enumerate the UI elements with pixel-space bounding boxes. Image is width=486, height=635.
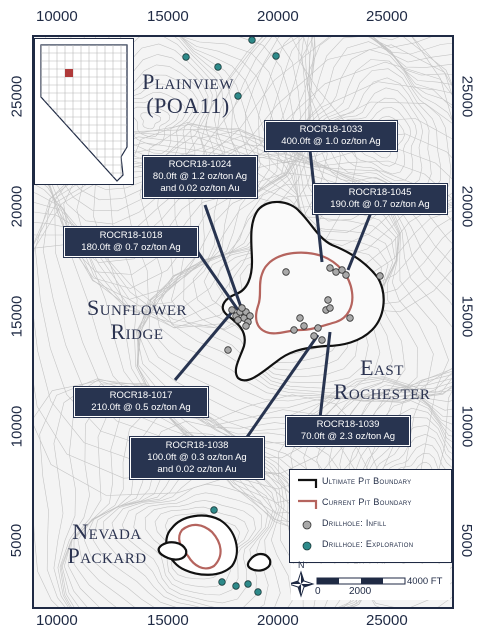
area-sunflower-ridge — [82, 296, 192, 344]
callout-line: 210.0ft @ 0.5 oz/ton Ag — [91, 402, 191, 413]
infill-drillhole — [283, 269, 290, 276]
infill-drillhole — [347, 315, 354, 322]
callout-rocr18-1024 — [143, 156, 257, 198]
project-location-marker — [65, 69, 73, 77]
tick-right-5000: 5000 — [458, 523, 476, 558]
area-sunflower-label: Sunflower Ridge — [86, 295, 188, 344]
area-nevada-packard — [52, 520, 162, 568]
scale-label-mid: 2000 — [349, 586, 372, 597]
tick-right-15000: 15000 — [458, 295, 476, 338]
infill-drillhole — [235, 317, 242, 324]
tick-left-25000: 25000 — [8, 75, 26, 118]
callout-line: and 0.02 oz/ton Au — [157, 464, 237, 475]
callout-line: 100.0ft @ 0.3 oz/ton Ag — [147, 452, 247, 463]
infill-drillhole — [243, 323, 250, 330]
callout-title: ROCR18-1018 — [99, 230, 163, 241]
infill-drillhole — [311, 333, 318, 340]
callout-line: 180.0ft @ 0.7 oz/ton Ag — [81, 242, 181, 253]
callout-line: 190.0ft @ 0.7 oz/ton Ag — [330, 199, 430, 210]
legend-label: Drillhole: Exploration — [322, 539, 414, 549]
infill-drillhole — [301, 323, 308, 330]
nevada-outline — [35, 39, 133, 184]
tick-left-15000: 15000 — [8, 295, 26, 338]
tick-bottom-10000: 10000 — [36, 612, 78, 629]
infill-drillhole — [327, 305, 334, 312]
callout-title: ROCR18-1017 — [109, 390, 173, 401]
callout-rocr18-1018 — [64, 227, 198, 257]
callout-title: ROCR18-1024 — [168, 159, 232, 170]
callout-line: and 0.02 oz/ton Au — [160, 183, 240, 194]
exploration-drillhole — [249, 37, 256, 44]
tick-left-10000: 10000 — [8, 405, 26, 448]
exploration-drillhole — [273, 53, 280, 60]
tick-right-10000: 10000 — [458, 405, 476, 448]
exploration-drillhole — [255, 589, 262, 596]
infill-drillhole — [343, 272, 350, 279]
scale-label-0: 0 — [315, 586, 321, 597]
callout-rocr18-1045 — [313, 184, 447, 214]
infill-drillhole — [291, 327, 298, 334]
callout-rocr18-1038 — [130, 437, 264, 479]
current-pit-swatch — [296, 497, 318, 511]
exploration-drillhole — [245, 581, 252, 588]
infill-drillhole — [325, 297, 332, 304]
infill-drillhole — [327, 265, 334, 272]
tick-bottom-20000: 20000 — [257, 612, 299, 629]
callout-title: ROCR18-1038 — [165, 440, 229, 451]
nevada-locator-inset — [34, 38, 134, 185]
tick-top-25000: 25000 — [366, 8, 408, 25]
scale-label-end: 4000 FT — [407, 576, 443, 587]
north-arrow-icon — [291, 572, 313, 596]
infill-drillhole — [225, 347, 232, 354]
callout-title: ROCR18-1033 — [299, 124, 363, 135]
map-legend — [289, 469, 452, 563]
tick-bottom-15000: 15000 — [147, 612, 189, 629]
exploration-drillhole — [183, 54, 190, 61]
legend-item-current-pit — [296, 497, 450, 511]
legend-item-exploration — [296, 539, 450, 553]
area-east-rochester-label: East Rochester — [333, 355, 431, 404]
callout-rocr18-1017 — [74, 387, 208, 417]
infill-drillhole — [377, 273, 384, 280]
area-nevada-packard-label: Nevada Packard — [67, 519, 147, 568]
tick-right-20000: 20000 — [458, 185, 476, 228]
exploration-dot-swatch — [296, 539, 318, 553]
tick-top-20000: 20000 — [257, 8, 299, 25]
scale-bar — [291, 560, 450, 600]
legend-label: Current Pit Boundary — [322, 497, 412, 507]
tick-left-5000: 5000 — [8, 523, 26, 558]
infill-drillhole — [297, 315, 304, 322]
tick-top-15000: 15000 — [147, 8, 189, 25]
tick-top-10000: 10000 — [36, 8, 78, 25]
callout-rocr18-1033 — [265, 121, 397, 151]
callout-rocr18-1039 — [286, 416, 410, 446]
area-plainview-label: Plainview (POA11) — [142, 69, 234, 118]
ultimate-pit-swatch — [296, 476, 318, 490]
area-east-rochester — [312, 356, 452, 404]
legend-label: Ultimate Pit Boundary — [322, 476, 412, 486]
callout-line: 80.0ft @ 1.2 oz/ton Ag — [152, 171, 248, 182]
infill-dot-swatch — [296, 518, 318, 532]
exploration-drillhole — [211, 507, 218, 514]
area-plainview — [128, 70, 248, 118]
legend-label: Drillhole: Infill — [322, 518, 387, 528]
exploration-drillhole — [233, 583, 240, 590]
callout-line: 400.0ft @ 1.0 oz/ton Ag — [281, 136, 381, 147]
tick-left-20000: 20000 — [8, 185, 26, 228]
callout-title: ROCR18-1039 — [316, 419, 380, 430]
infill-drillhole — [319, 337, 326, 344]
legend-item-infill — [296, 518, 450, 532]
infill-drillhole — [247, 313, 254, 320]
exploration-drillhole — [219, 579, 226, 586]
infill-drillhole — [333, 269, 340, 276]
infill-drillhole — [239, 305, 246, 312]
infill-drillhole — [229, 307, 236, 314]
north-label: N — [298, 560, 305, 570]
callout-line: 70.0ft @ 2.3 oz/ton Ag — [300, 431, 396, 442]
callout-title: ROCR18-1045 — [348, 187, 412, 198]
legend-item-ultimate-pit — [296, 476, 450, 490]
tick-right-25000: 25000 — [458, 75, 476, 118]
infill-drillhole — [315, 325, 322, 332]
tick-bottom-25000: 25000 — [366, 612, 408, 629]
